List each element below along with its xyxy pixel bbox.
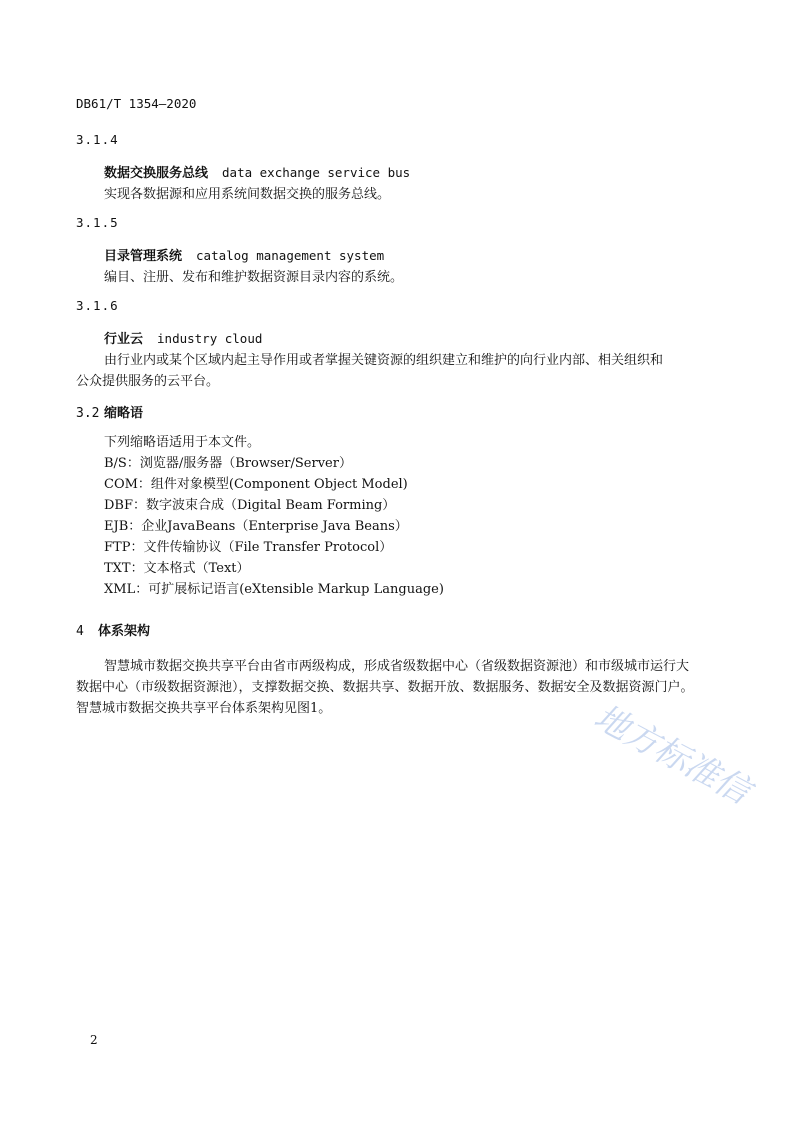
clause-number: 3.1.5 xyxy=(76,215,119,230)
abbreviation-item: COM：组件对象模型(Component Object Model) xyxy=(104,477,408,492)
term-definition: 实现各数据源和应用系统间数据交换的服务总线。 xyxy=(104,187,391,202)
abbreviation-item: DBF：数字波束合成（Digital Beam Forming） xyxy=(104,498,396,513)
section-heading xyxy=(76,620,150,639)
clause-number: 3.1.4 xyxy=(76,132,119,147)
term-en: data exchange service bus xyxy=(222,165,411,180)
abbreviation-item: FTP：文件传输协议（File Transfer Protocol） xyxy=(104,540,393,555)
clause-number: 3.1.6 xyxy=(76,298,119,313)
abbreviation-intro: 下列缩略语适用于本文件。 xyxy=(104,435,261,450)
term-en: industry cloud xyxy=(157,331,263,346)
term-definition: 编目、注册、发布和维护数据资源目录内容的系统。 xyxy=(104,270,404,285)
page-number: 2 xyxy=(90,1033,98,1047)
abbreviation-item: XML：可扩展标记语言(eXtensible Markup Language) xyxy=(104,582,444,597)
term-en: catalog management system xyxy=(196,248,385,263)
abbreviation-item: B/S：浏览器/服务器（Browser/Server） xyxy=(104,456,352,471)
abbreviation-item: TXT：文本格式（Text） xyxy=(104,561,250,576)
term-zh: 目录管理系统 xyxy=(104,249,183,264)
section-number: 4 xyxy=(76,624,84,639)
term-entry xyxy=(104,245,384,264)
standard-number: DB61/T 1354—2020 xyxy=(76,96,197,111)
section-heading xyxy=(76,402,143,421)
watermark-text: 地方标准信 xyxy=(587,697,757,813)
section-title: 缩略语 xyxy=(104,406,144,421)
section-number: 3.2 xyxy=(76,406,100,421)
term-definition-line: 由行业内或某个区域内起主导作用或者掌握关键资源的组织建立和维护的向行业内部、相关组织和 xyxy=(104,353,664,368)
section-paragraph: 智慧城市数据交换共享平台由省市两级构成，形成省级数据中心（省级数据资源池）和市级城市运行大数据中心（市级数据资源池），支撑数据交换、数据共享、数据开放、数据服务、数据安全及数据资源门户。智慧城市数据交换共享平台体系架构见图1。 xyxy=(76,659,694,716)
term-definition-line: 公众提供服务的云平台。 xyxy=(76,374,220,389)
term-entry xyxy=(104,162,410,181)
section-title: 体系架构 xyxy=(98,624,151,639)
term-entry xyxy=(104,328,262,347)
abbreviation-item: EJB：企业JavaBeans（Enterprise Java Beans） xyxy=(104,519,408,534)
term-zh: 数据交换服务总线 xyxy=(104,166,209,181)
term-zh: 行业云 xyxy=(104,332,144,347)
